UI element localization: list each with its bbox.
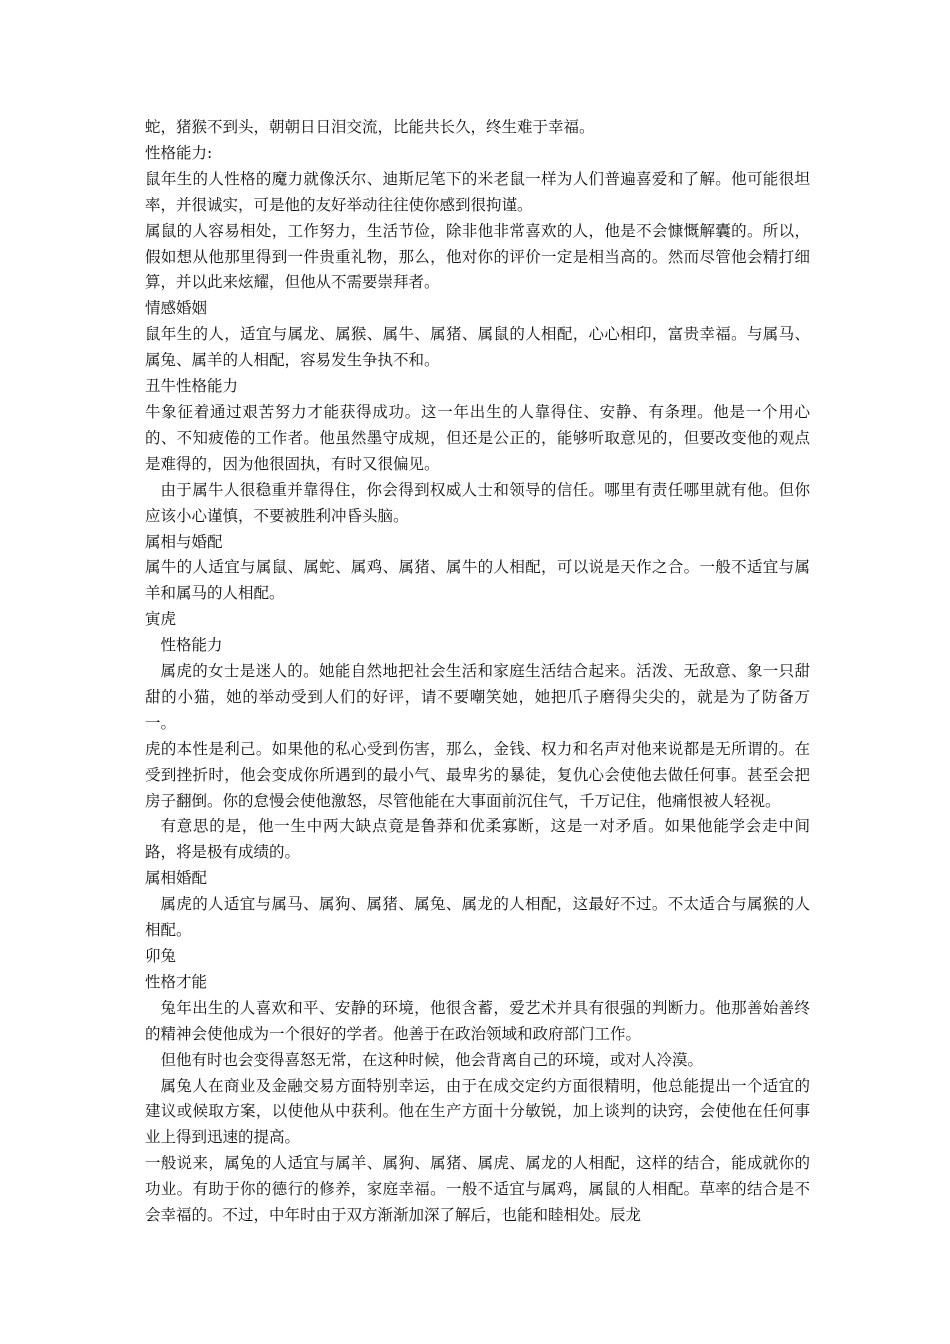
paragraph: 属相婚配 <box>145 869 208 888</box>
paragraph: 鼠年生的人性格的魔力就像沃尔、迪斯尼笔下的米老鼠一样为人们普遍喜爱和了解。他可能很坦率，并很诚实，可是他的友好举动往往使你感到很拘谨。 <box>145 169 810 214</box>
paragraph: 属相与婚配 <box>145 532 223 551</box>
paragraph: 寅虎 <box>145 610 177 629</box>
paragraph: 属鼠的人容易相处，工作努力，生活节俭，除非他非常喜欢的人，他是不会慷慨解囊的。所以，假如想从他那里得到一件贵重礼物，那么，他对你的评价一定是相当高的。然而尽管他会精打细算，并以此来炫耀，但他从不需要崇拜者。 <box>145 221 810 292</box>
paragraph: 属虎的人适宜与属马、属狗、属猪、属兔、属龙的人相配，这最好不过。不太适合与属猴的人相配。 <box>145 895 810 940</box>
paragraph: 兔年出生的人喜欢和平、安静的环境，他很含蓄，爱艺术并具有很强的判断力。他那善始善终的精神会使他成为一个很好的学者。他善于在政治领域和政府部门工作。 <box>145 998 810 1043</box>
paragraph: 属牛的人适宜与属鼠、属蛇、属鸡、属猪、属牛的人相配，可以说是天作之合。一般不适宜与属羊和属马的人相配。 <box>145 558 810 603</box>
paragraph: 鼠年生的人，适宜与属龙、属猴、属牛、属猪、属鼠的人相配，心心相印，富贵幸福。与属马、属兔、属羊的人相配，容易发生争执不和。 <box>145 325 810 370</box>
document-body <box>145 115 810 1229</box>
paragraph: 属虎的女士是迷人的。她能自然地把社会生活和家庭生活结合起来。活泼、无敌意、象一只甜甜的小猫，她的举动受到人们的好评，请不要嘲笑她，她把爪子磨得尖尖的，就是为了防备万一。 <box>145 662 810 732</box>
paragraph: 性格才能 <box>145 972 208 991</box>
paragraph: 由于属牛人很稳重并靠得住，你会得到权威人士和领导的信任。哪里有责任哪里就有他。但你应该小心谨慎，不要被胜利冲昏头脑。 <box>145 480 810 525</box>
paragraph: 属兔人在商业及金融交易方面特别幸运，由于在成交定约方面很精明，他总能提出一个适宜的建议或候取方案，以使他从中获利。他在生产方面十分敏锐，加上谈判的诀窍，会使他在任何事业上得到迅速的提高。 <box>145 1076 810 1147</box>
paragraph: 牛象征着通过艰苦努力才能获得成功。这一年出生的人靠得住、安静、有条理。他是一个用心的、不知疲倦的工作者。他虽然墨守成规，但还是公正的，能够听取意见的，但要改变他的观点是难得的，因为他很固执，有时又很偏见。 <box>145 402 810 473</box>
paragraph: 情感婚姻 <box>145 299 208 318</box>
paragraph: 有意思的是，他一生中两大缺点竟是鲁莽和优柔寡断，这是一对矛盾。如果他能学会走中间路，将是极有成绩的。 <box>145 817 810 862</box>
paragraph: 卯兔 <box>145 947 177 965</box>
paragraph: 但他有时也会变得喜怒无常，在这种时候，他会背离自己的环境，或对人冷漠。 <box>160 1050 704 1069</box>
paragraph: 丑牛性格能力 <box>145 377 239 396</box>
paragraph: 一般说来，属兔的人适宜与属羊、属狗、属猪、属虎、属龙的人相配，这样的结合，能成就你的功业。有助于你的德行的修养，家庭幸福。一般不适宜与属鸡，属鼠的人相配。草率的结合是不会幸福的。不过，中年时由于双方渐渐加深了解后，也能和睦相处。辰龙 <box>145 1154 810 1225</box>
paragraph: 蛇，猪猴不到头，朝朝日日泪交流，比能共长久，终生难于幸福。 <box>145 118 595 136</box>
paragraph: 性格能力 <box>160 636 223 655</box>
paragraph: 虎的本性是利己。如果他的私心受到伤害，那么，金钱、权力和名声对他来说都是无所谓的。在受到挫折时，他会变成你所遇到的最小气、最卑劣的暴徒，复仇心会使他去做任何事。甚至会把房子翻倒。你的怠慢会使他激怒，尽管他能在大事面前沉住气，千万记住，他痛恨被人轻视。 <box>145 739 810 810</box>
paragraph: 性格能力: <box>145 143 213 162</box>
